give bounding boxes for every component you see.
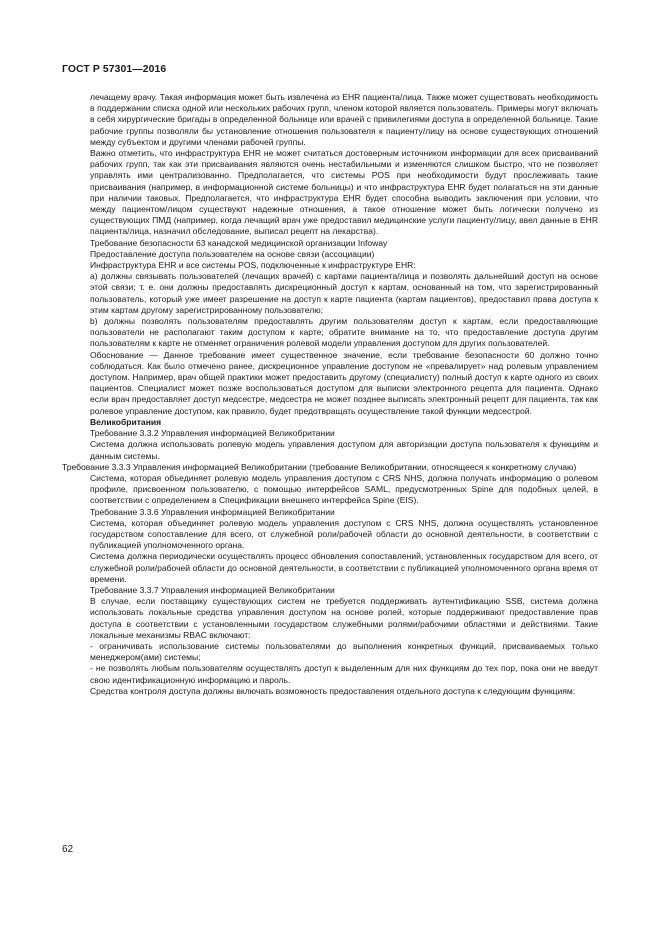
- paragraph: Требование 3.3.3 Управления информацией Великобритании (требование Великобритании, относящееся к конкретному случаю): [62, 461, 577, 472]
- paragraph: Система должна использовать ролевую модель управления доступом для авторизации доступа пользователя к функциям и данным системы.: [90, 439, 598, 461]
- paragraph: Обоснование — Данное требование имеет существенное значение, если требование безопасности 60 должно точно соблюдаться. Как было отмечено ранее, дискреционное управление доступом не «превалирует» над ролевым управлением доступом. Например, врач общей практики может предоставить другому (специалисту) полный доступ к карте одного из своих пациентов. Специалист может позже воспользоваться доступом для выписки электронного рецепта для пациента. Однако если врач предоставляет доступ медсестре, медсестра не может позднее выписать электронный рецепт для пациента, так как ролевое управление доступом, как правило, будет предотвращать осуществление такой функции медсестрой.: [90, 349, 598, 416]
- list-item: - ограничивать использование системы пользователями до выполнения конкретных функций, присваиваемых только менеджером(ами) системы;: [90, 640, 598, 663]
- paragraph: Система, которая объединяет ролевую модель управления доступом с CRS NHS, должна получать информацию о ролевом профиле, присвоенном пользователю, с помощью интерфейсов SAML, предусмотренных Spine для подобных целей, в соответствии с определением в Спецификации внешнего интерфейса Spine (EIS).: [90, 472, 598, 506]
- paragraph: Требование 3.3.7 Управления информацией Великобритании: [90, 584, 335, 595]
- list-item: а) должны связывать пользователей (лечащих врачей) с картами пациента/лица и позволять дальнейший доступ на основе этой связи; т. е. они должны предоставлять дискреционный доступ к картам, основанный на том, что зарегистрированный пользователь, который уже имеет разрешение на доступ к карте пациента (картам пациентов), предоставил права доступа к этим картам другому зарегистрированному пользователю;: [90, 271, 598, 315]
- page-number: 62: [62, 844, 74, 855]
- paragraph: лечащему врачу. Такая информация может быть извлечена из EHR пациента/лица. Также может существовать необходимость в поддержании списка одной или нескольких рабочих групп, членом которой является пользователь. Примеры могут включать в себя хирургические бригады в определенной больнице или врачей с привилегиями доступа в определенной больнице. Такие рабочие группы позволяли бы установление отношения пользователя к пациенту/лицу на основе существующих отношений между субъектом и другими членами рабочей группы.: [90, 92, 598, 147]
- paragraph: Предоставление доступа пользователем на основе связи (ассоциации): [90, 248, 375, 259]
- paragraph: Средства контроля доступа должны включать возможность предоставления отдельного доступа к следующим функциям:: [90, 685, 576, 696]
- paragraph: Система должна периодически осуществлять процесс обновления сопоставлений, установленных государством для всего, от служебной роли/рабочей области до основной деятельности, в соответствии с публикацией уполномоченного органа время от времени.: [90, 551, 598, 584]
- paragraph: Важно отметить, что инфраструктура EHR не может считаться достоверным источником информации для всех присваиваний рабочих групп, так как эти присваивания являются очень нестабильными и изменяются слишком быстро, что не позволяет управлять ими централизованно. Предполагается, что системы POS при необходимости будут прослеживать такие присваивания (например, в информационной системе больницы) и что инфраструктура EHR будет полагаться на эти данные при наличии таковых. Предполагается, что инфраструктура EHR будет способна выводить заключения при условии, что между пациентом/лицом существуют надежные отношения, а такое отношение может быть логически получено из существующих ПМД (например, когда лечащий врач уже предоставил медицинские услуги пациенту/лицу, ввел данные в EHR пациента/лица, назначил обследование, выписал рецепт на лекарства).: [90, 148, 598, 237]
- paragraph: Требование 3.3.6 Управления информацией Великобритании: [90, 506, 335, 517]
- paragraph: Система, которая объединяет ролевую модель управления доступом с CRS NHS, должна осуществлять установленное государством сопоставление для всего, от служебной роли/рабочей области до основной деятельности, в соответствии с публикацией уполномоченного органа.: [90, 517, 598, 551]
- list-item: - не позволять любым пользователям осуществлять доступ к выделенным для них функциям до тех пор, пока они не введут свою идентификационную информацию и пароль.: [90, 663, 598, 685]
- list-item: b) должны позволять пользователям предоставлять другим пользователям доступ к картам, если предоставляющие пользователи не располагают таким доступом к карте; обратите внимание на то, что предоставление доступа другим пользователям к карте не отменяет ограничения ролевой модели управления доступом для других пользователей.: [90, 316, 598, 349]
- paragraph: Инфраструктура EHR и все системы POS, подключенные к инфраструктуре EHR:: [90, 260, 416, 271]
- paragraph: Требование безопасности 63 канадской медицинской организации Infoway: [90, 237, 388, 248]
- paragraph: Требование 3.3.2 Управления информацией Великобритании: [90, 428, 335, 439]
- document-body: [62, 92, 598, 697]
- standard-header: ГОСТ Р 57301—2016: [62, 64, 167, 75]
- paragraph: В случае, если поставщику существующих систем не требуется поддерживать аутентификацию SSB, система должна использовать локальные средства управления доступом на основе ролей, которые поддерживают предоставление прав доступа в соответствии с установленными государством служебными ролями/рабочими областями и действиями. Такие локальные механизмы RBAC включают:: [90, 596, 598, 640]
- section-heading: Великобритания: [90, 416, 162, 427]
